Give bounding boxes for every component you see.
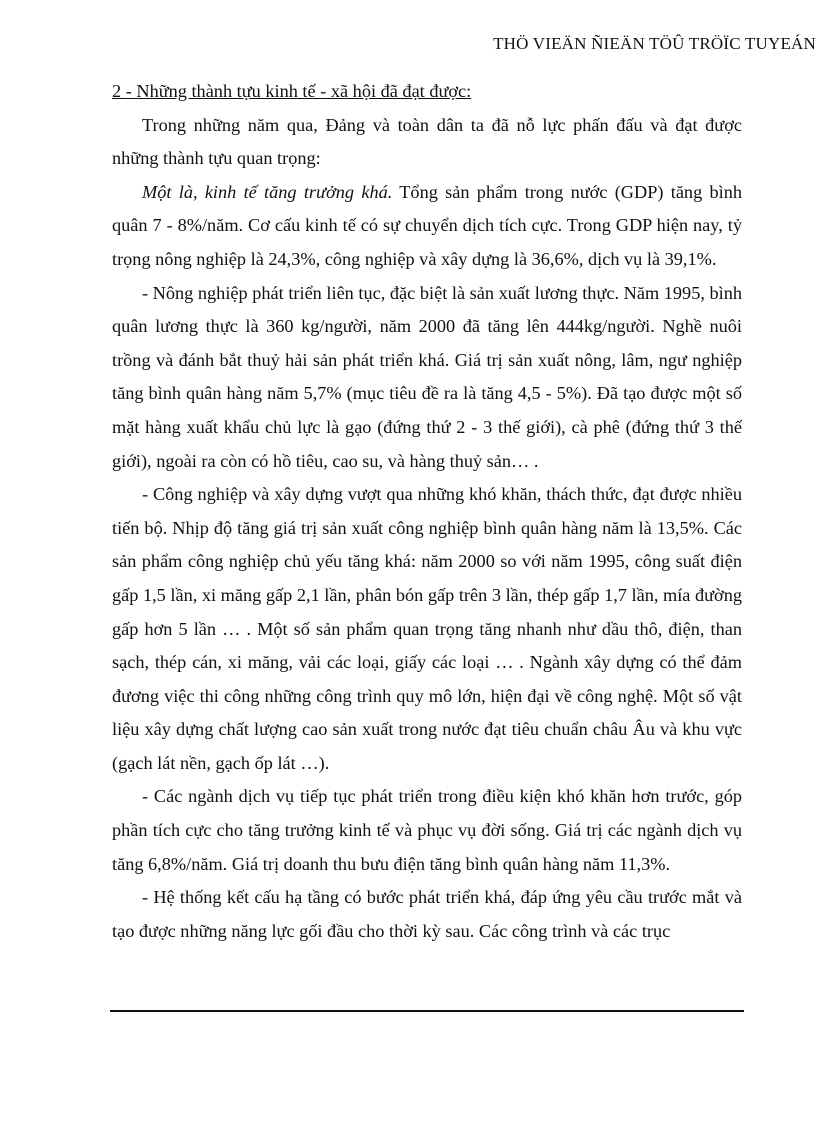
growth-text: Tổng sản phẩm trong nước (GDP) tăng bình quân 7 - 8%/năm. Cơ cấu kinh tế có sự chuyển dịch tích cực. Trong GDP hiện nay, tỷ trọng nông nghiệp là 24,3%, công nghiệp và xây dựng là 36,6%, dịch vụ là 39,1%. <box>112 181 743 269</box>
growth-paragraph <box>112 176 742 277</box>
industry-paragraph: - Công nghiệp và xây dựng vượt qua những khó khăn, thách thức, đạt được nhiều tiến bộ. Nhịp độ tăng giá trị sản xuất công nghiệp bình quân hàng năm là 13,5%. Các sản phẩm công nghiệp chủ yếu tăng khá: năm 2000 so với năm 1995, công suất điện gấp 1,5 lần, xi măng gấp 2,1 lần, phân bón gấp trên 3 lần, thép gấp 1,7 lần, mía đường gấp hơn 5 lần … . Một số sản phẩm quan trọng tăng nhanh như dầu thô, điện, than sạch, thép cán, xi măng, vải các loại, giấy các loại … . Ngành xây dựng có thể đảm đương việc thi công những công trình quy mô lớn, hiện đại về công nghệ. Một số vật liệu xây dựng chất lượng cao sản xuất trong nước đạt tiêu chuẩn châu Âu và khu vực (gạch lát nền, gạch ốp lát …). <box>112 484 742 773</box>
agriculture-paragraph: - Nông nghiệp phát triển liên tục, đặc biệt là sản xuất lương thực. Năm 1995, bình quân lương thực là 360 kg/người, năm 2000 đã tăng lên 444kg/người. Nghề nuôi trồng và đánh bắt thuỷ hải sản phát triển khá. Giá trị sản xuất nông, lâm, ngư nghiệp tăng bình quân hàng năm 5,7% (mục tiêu đề ra là tăng 4,5 - 5%). Đã tạo được một số mặt hàng xuất khẩu chủ lực là gạo (đứng thứ 2 - 3 thế giới), cà phê (đứng thứ 3 thế giới), ngoài ra còn có hồ tiêu, cao su, và hàng thuỷ sản… . <box>112 282 742 471</box>
document-body <box>112 75 742 948</box>
infrastructure-paragraph: - Hệ thống kết cấu hạ tầng có bước phát triển khá, đáp ứng yêu cầu trước mắt và tạo được những năng lực gối đầu cho thời kỳ sau. Các công trình và các trục <box>112 887 742 941</box>
footer-divider <box>110 1010 744 1012</box>
growth-lead: Một là, kinh tế tăng trưởng khá. <box>142 181 393 202</box>
services-paragraph: - Các ngành dịch vụ tiếp tục phát triển trong điều kiện khó khăn hơn trước, góp phần tích cực cho tăng trưởng kinh tế và phục vụ đời sống. Giá trị các ngành dịch vụ tăng 6,8%/năm. Giá trị doanh thu bưu điện tăng bình quân hàng năm 11,3%. <box>112 786 742 874</box>
intro-paragraph: Trong những năm qua, Đảng và toàn dân ta đã nỗ lực phấn đấu và đạt được những thành tựu quan trọng: <box>112 114 742 169</box>
page-header: THÖ VIEÄN ÑIEÄN TÖÛ TRÖÏC TUYEÁN <box>493 34 816 53</box>
section-heading: 2 - Những thành tựu kinh tế - xã hội đã đạt được: <box>112 81 472 101</box>
